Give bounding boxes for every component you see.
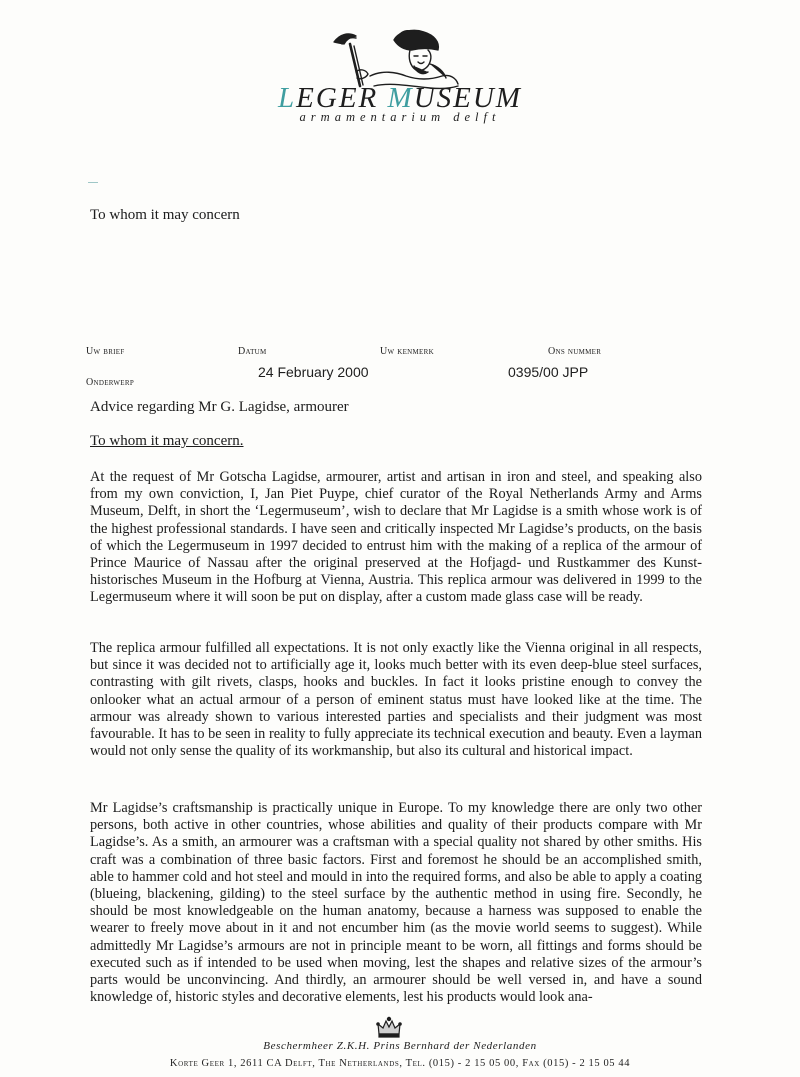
letter-subject: Advice regarding Mr G. Lagidse, armourer [90,399,349,415]
uw-brief-label: Uw brief [86,346,125,357]
paragraph-1-block [90,469,702,607]
museum-name-part-1: EGER [296,82,388,114]
museum-name-initial-1: L [278,82,297,114]
paragraph-2-block [90,640,702,760]
letter-heading: To whom it may concern. [90,433,244,449]
paragraph-3-block [90,800,702,1006]
datum-label: Datum [238,346,267,357]
address-line: Korte Geer 1, 2611 CA Delft, The Netherlands, Tel. (015) - 2 15 05 00, Fax (015) - 2 15 05 44 [169,1058,631,1069]
museum-name-part-2: USEUM [413,82,522,114]
uw-kenmerk-label: Uw kenmerk [380,346,434,357]
paragraph: At the request of Mr Gotscha Lagidse, armourer, artist and artisan in iron and steel, and speaking also from my own conviction, I, Jan Piet Puype, chief curator of the Royal Netherlands Army and Arms Museum, Delft, in short the ‘Legermuseum’, wish to declare that Mr Lagidse is a smith whose work is of the highest professional standards. I have seen and critically inspected Mr Lagidse’s products, on the basis of which the Legermuseum in 1997 decided to entrust him with the making of a replica of the armour of Prince Maurice of Nassau after the original preserved at the Hofjagd- und Rustkammer des Kunst-historisches Museum in the Hofburg at Vienna, Austria. This replica armour was delivered in 1999 to the Legermuseum where it will soon be put on display, after a custom made glass case will be ready. [90,469,702,606]
patron-line: Beschermheer Z.K.H. Prins Bernhard der Nederlanden [263,1040,537,1052]
reference-number: 0395/00 JPP [508,364,589,380]
museum-subtitle: armamentarium delft [299,110,501,124]
salutation-top: To whom it may concern [90,207,240,223]
museum-name-initial-2: M [387,82,414,114]
paragraph: The replica armour fulfilled all expectations. It is not only exactly like the Vienna original in all respects, but since it was decided not to artificially age it, looks much better with its even deep-blue steel surfaces, contrasting with gilt rivets, clasps, hooks and buckles. In fact it looks pristine enough to convey the onlooker what an actual armour of a person of eminent status must have looked like at the time. The armour was already shown to various interested parties and specialists and their judgment was most favourable. It has to be seen in reality to fully appreciate its technical execution and beauty. Even a layman would not only sense the quality of its workmanship, but also its cultural and historical impact. [90,640,702,760]
onderwerp-label: Onderwerp [86,377,135,388]
crown-icon [376,1016,402,1038]
ons-nummer-label: Ons nummer [548,346,602,357]
letter-date: 24 February 2000 [258,364,369,380]
fold-mark [88,182,98,183]
paragraph: Mr Lagidse’s craftsmanship is practically unique in Europe. To my knowledge there are only two other persons, both active in other countries, whose abilities and quality of their products compare with Mr Lagidse’s. As a smith, an armourer was a craftsman with a special quality not shared by other smiths. His craft was a combination of three basic factors. First and foremost he should be an accomplished smith, able to hammer cold and hot steel and mould in into the required forms, and also be able to apply a coating (blueing, blackening, gilding) to the steel surface by the authentic method in using fire. Secondly, he should be most knowledgeable on the human anatomy, because a harness was supposed to enable the wearer to freely move about in it and not encumber him (as the movie world seems to suggest). While admittedly Mr Lagidse’s armours are not in principle meant to be worn, all fittings and forms should be executed such as if intended to be used when moving, lest the shapes and relative sizes of the armour’s parts would be unconvincing. And thirdly, an armourer should be well versed in, and have a sound knowledge of, historic styles and decorative elements, lest his products would look ana- [90,800,702,1006]
